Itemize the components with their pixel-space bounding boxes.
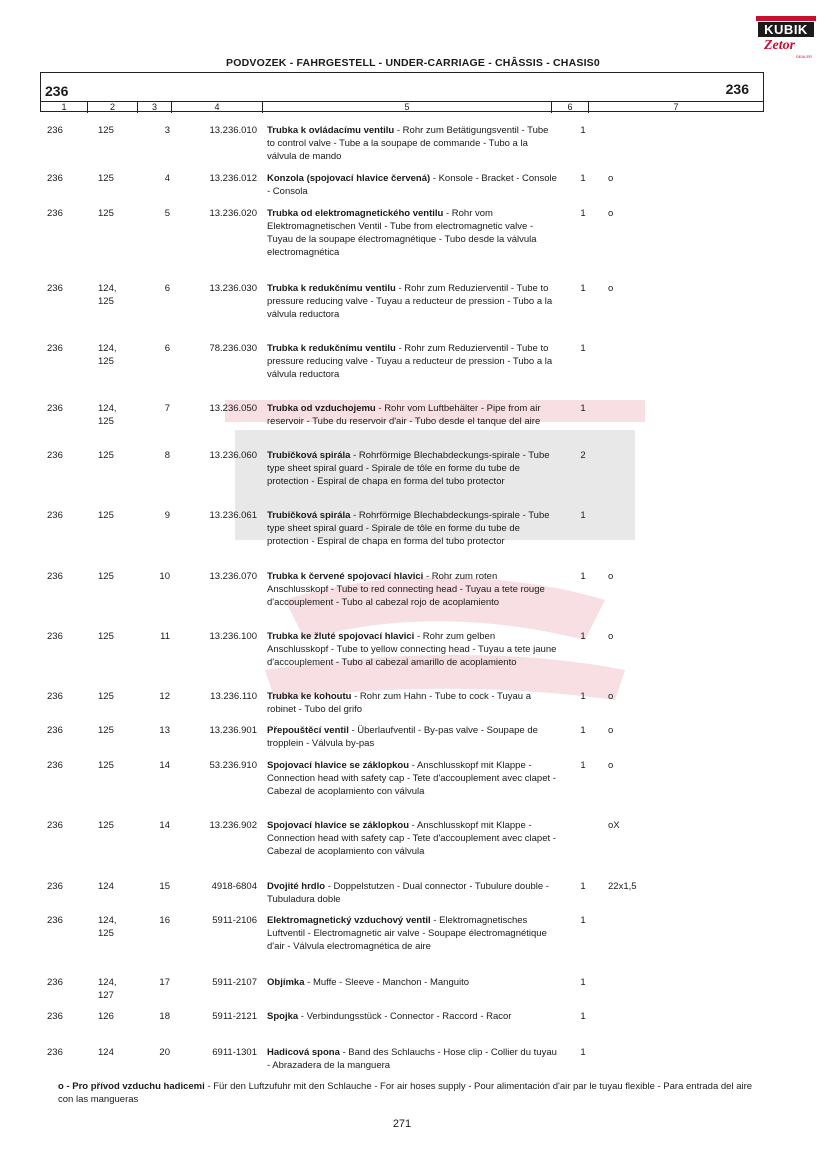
cell-position: 4 [164,173,170,184]
page-title: PODVOZEK - FAHRGESTELL - UNDER-CARRIAGE - CHÂSSIS - CHASIS0 [226,57,600,69]
column-number: 7 [673,102,679,112]
part-translations: - Rohrförmige Blechabdeckungs-spirale - Tube type sheet spiral guard - Spirale de tôle en forme du tube de protection - Espiral de chapa en forma del tubo protector [267,450,550,487]
part-translations: - Anschlusskopf mit Klappe - Connection head with safety cap - Tete d'accouplement avec clapet - Cabezal de acoplamiento con válvula [267,760,556,797]
part-name: Přepouštěcí ventil [267,725,349,736]
cell-part-number: 13.236.902 [209,820,257,831]
part-name: Trubka k redukčnímu ventilu [267,283,396,294]
cell-figure: 124 [98,881,114,892]
part-name: Objímka [267,977,305,988]
cell-position: 13 [159,725,170,736]
cell-group: 236 [47,915,63,926]
cell-position: 8 [164,450,170,461]
cell-quantity: 1 [580,725,586,736]
cell-figure: 124, 127 [98,977,117,1001]
cell-description [267,819,557,858]
cell-quantity: 1 [580,173,586,184]
part-name: Dvojité hrdlo [267,881,326,892]
cell-quantity: 1 [580,208,586,219]
part-name: Elektromagnetický vzduchový ventil [267,915,431,926]
cell-figure: 125 [98,510,114,521]
cell-position: 7 [164,403,170,414]
cell-description [267,880,557,906]
cell-figure: 125 [98,173,114,184]
cell-description [267,124,557,163]
cell-description [267,759,557,798]
cell-position: 14 [159,760,170,771]
cell-part-number: 13.236.070 [209,571,257,582]
part-translations: - Rohr vom Elektromagnetischen Ventil - Tube from electromagnetic valve - Tuyau de la soupape électromagnétique - Tubo desde la válvula electromagnética [267,208,537,258]
cell-quantity: 1 [580,283,586,294]
part-translations: - Band des Schlauchs - Hose clip - Collier du tuyau - Abrazadera de la manguera [267,1047,557,1071]
cell-description [267,630,557,669]
cell-group: 236 [47,208,63,219]
column-number: 2 [109,102,115,112]
cell-quantity: 1 [580,977,586,988]
cell-group: 236 [47,571,63,582]
cell-description [267,342,557,381]
cell-position: 17 [159,977,170,988]
cell-part-number: 5911-2121 [212,1011,257,1022]
cell-note: o [608,725,614,736]
part-name: Trubičková spirála [267,510,351,521]
part-translations: - Elektromagnetisches Luftventil - Electromagnetic air valve - Soupape électromagnétique d'air - Válvula electromagnética de aire [267,915,547,952]
part-translations: - Konsole - Bracket - Console - Consola [267,173,557,197]
part-name: Trubka k červené spojovací hlavici [267,571,424,582]
part-translations: - Doppelstutzen - Dual connector - Tubulure double - Tubuladura doble [267,881,549,905]
cell-group: 236 [47,725,63,736]
cell-quantity: 1 [580,403,586,414]
cell-quantity: 1 [580,510,586,521]
logo-maker: Zetor [764,38,796,53]
cell-group: 236 [47,977,63,988]
cell-figure: 124, 125 [98,403,117,427]
cell-position: 14 [159,820,170,831]
cell-description [267,570,557,609]
cell-position: 5 [164,208,170,219]
part-name: Trubka k redukčnímu ventilu [267,343,396,354]
logo-brand: KUBIK [758,22,814,37]
part-name: Spojovací hlavice se záklopkou [267,760,410,771]
part-name: Trubka k ovládacímu ventilu [267,125,395,136]
cell-position: 15 [159,881,170,892]
cell-description [267,976,557,989]
cell-figure: 124 [98,1047,114,1058]
cell-figure: 125 [98,691,114,702]
column-number: 3 [151,102,157,112]
cell-figure: 125 [98,820,114,831]
cell-group: 236 [47,760,63,771]
column-number: 4 [214,102,220,112]
part-name: Konzola (spojovací hlavice červená) [267,173,431,184]
cell-part-number: 13.236.061 [209,510,257,521]
part-name: Spojka [267,1011,299,1022]
cell-note: o [608,173,614,184]
cell-figure: 125 [98,125,114,136]
cell-group: 236 [47,343,63,354]
cell-part-number: 13.236.100 [209,631,257,642]
cell-position: 18 [159,1011,170,1022]
cell-note: o [608,691,614,702]
part-translations: - Rohr zum Hahn - Tube to cock - Tuyau a robinet - Tubo del grifo [267,691,531,715]
cell-figure: 126 [98,1011,114,1022]
cell-position: 12 [159,691,170,702]
footnote [58,1080,758,1106]
page-number: 271 [392,1118,412,1130]
cell-description [267,724,557,750]
column-number: 1 [61,102,67,112]
cell-quantity: 1 [580,1011,586,1022]
cell-figure: 124, 125 [98,283,117,307]
cell-description [267,914,557,953]
cell-part-number: 13.236.110 [210,691,257,702]
cell-note: o [608,283,614,294]
part-translations: - Anschlusskopf mit Klappe - Connection head with safety cap - Tete d'accouplement avec clapet - Cabezal de acoplamiento con válvula [267,820,556,857]
cell-part-number: 5911-2107 [212,977,257,988]
cell-quantity: 1 [580,631,586,642]
logo-red-bar [756,16,816,21]
cell-group: 236 [47,173,63,184]
cell-part-number: 13.236.012 [209,173,257,184]
cell-position: 3 [164,125,170,136]
cell-description [267,509,557,548]
cell-description [267,1046,557,1072]
part-name: Trubka ke kohoutu [267,691,352,702]
cell-note: o [608,571,614,582]
cell-group: 236 [47,691,63,702]
cell-group: 236 [47,1011,63,1022]
cell-group: 236 [47,631,63,642]
cell-description [267,207,557,259]
part-translations: - Rohr zum roten Anschlusskopf - Tube to red connecting head - Tuyau a tete rouge d'accouplement - Tubo al cabezal rojo de acoplamiento [267,571,545,608]
cell-note: oX [608,820,620,831]
cell-group: 236 [47,450,63,461]
column-number-row [41,101,763,113]
cell-quantity: 1 [580,1047,586,1058]
cell-figure: 125 [98,571,114,582]
cell-group: 236 [47,881,63,892]
cell-group: 236 [47,283,63,294]
table-header [40,72,764,112]
cell-figure: 125 [98,760,114,771]
cell-description [267,402,557,428]
kubik-zetor-logo [756,16,816,60]
cell-description [267,449,557,488]
footnote-text: - Für den Luftzufuhr mit den Schlauche - For air hoses supply - Pour alimentación d'air par le tuyau flexible - Para entrada del aire con las mangueras [58,1081,753,1105]
cell-note: o [608,208,614,219]
cell-group: 236 [47,403,63,414]
cell-figure: 124, 125 [98,915,117,939]
cell-part-number: 13.236.030 [209,283,257,294]
cell-part-number: 53.236.910 [209,760,257,771]
column-number: 5 [404,102,410,112]
part-translations: - Rohr zum Reduzierventil - Tube to pressure reducing valve - Tuyau a reducteur de pression - Tubo a la válvula reductora [267,283,553,320]
cell-part-number: 13.236.060 [209,450,257,461]
cell-part-number: 78.236.030 [209,343,257,354]
cell-part-number: 4918-6804 [211,881,257,892]
cell-quantity: 1 [580,691,586,702]
part-name: Trubka od vzduchojemu [267,403,376,414]
cell-quantity: 1 [580,343,586,354]
part-translations: - Rohrförmige Blechabdeckungs-spirale - Tube type sheet spiral guard - Spirale de tôle en forme du tube de protection - Espiral de chapa en forma del tubo protector [267,510,550,547]
part-translations: - Rohr vom Luftbehälter - Pipe from air reservoir - Tube du reservoir d'air - Tubo desde el tanque del aire [267,403,541,427]
part-name: Trubičková spirála [267,450,351,461]
part-translations: - Rohr zum Betätigungsventil - Tube to control valve - Tube a la soupape de commande - Tubo a la válvula de mando [267,125,549,162]
cell-quantity: 1 [580,571,586,582]
footnote-lead: o - Pro přívod vzduchu hadicemi [58,1081,205,1092]
group-number-right: 236 [725,81,749,97]
cell-quantity: 1 [580,125,586,136]
cell-figure: 125 [98,631,114,642]
cell-note: o [608,760,614,771]
cell-figure: 125 [98,208,114,219]
cell-description [267,172,557,198]
cell-position: 6 [164,283,170,294]
cell-note: o [608,631,614,642]
part-name: Trubka od elektromagnetického ventilu [267,208,444,219]
cell-position: 11 [160,631,170,642]
part-translations: - Verbindungsstück - Connector - Raccord - Racor [298,1011,512,1022]
cell-position: 9 [164,510,170,521]
part-translations: - Muffe - Sleeve - Manchon - Manguito [304,977,470,988]
part-name: Spojovací hlavice se záklopkou [267,820,410,831]
group-number-left: 236 [45,83,69,99]
cell-group: 236 [47,1047,63,1058]
cell-position: 20 [159,1047,170,1058]
part-translations: - Rohr zum gelben Anschlusskopf - Tube to yellow connecting head - Tuyau a tete jaune d'accouplement - Tubo al cabezal amarillo de acoplamiento [267,631,557,668]
cell-part-number: 13.236.020 [209,208,257,219]
cell-description [267,690,557,716]
cell-figure: 124, 125 [98,343,117,367]
cell-part-number: 13.236.901 [209,725,257,736]
logo-tagline: DEALER [796,54,813,59]
cell-figure: 125 [98,725,114,736]
cell-part-number: 13.236.050 [209,403,257,414]
part-name: Trubka ke žluté spojovací hlavici [267,631,415,642]
cell-quantity: 1 [580,881,586,892]
cell-figure: 125 [98,450,114,461]
cell-position: 16 [159,915,170,926]
part-translations: - Rohr zum Reduzierventil - Tube to pressure reducing valve - Tuyau a reducteur de pression - Tubo a la válvula reductora [267,343,553,380]
cell-note: 22x1,5 [608,881,637,892]
cell-quantity: 2 [580,450,586,461]
cell-description [267,282,557,321]
part-name: Hadicová spona [267,1047,340,1058]
cell-description [267,1010,557,1023]
cell-group: 236 [47,125,63,136]
cell-position: 6 [164,343,170,354]
cell-part-number: 5911-2106 [212,915,257,926]
part-translations: - Überlaufventil - By-pas valve - Soupape de tropplein - Válvula by-pas [267,725,538,749]
cell-quantity: 1 [580,760,586,771]
cell-quantity: 1 [580,915,586,926]
cell-part-number: 13.236.010 [209,125,257,136]
cell-part-number: 6911-1301 [212,1047,257,1058]
cell-group: 236 [47,820,63,831]
cell-group: 236 [47,510,63,521]
column-number: 6 [567,102,573,112]
cell-position: 10 [159,571,170,582]
